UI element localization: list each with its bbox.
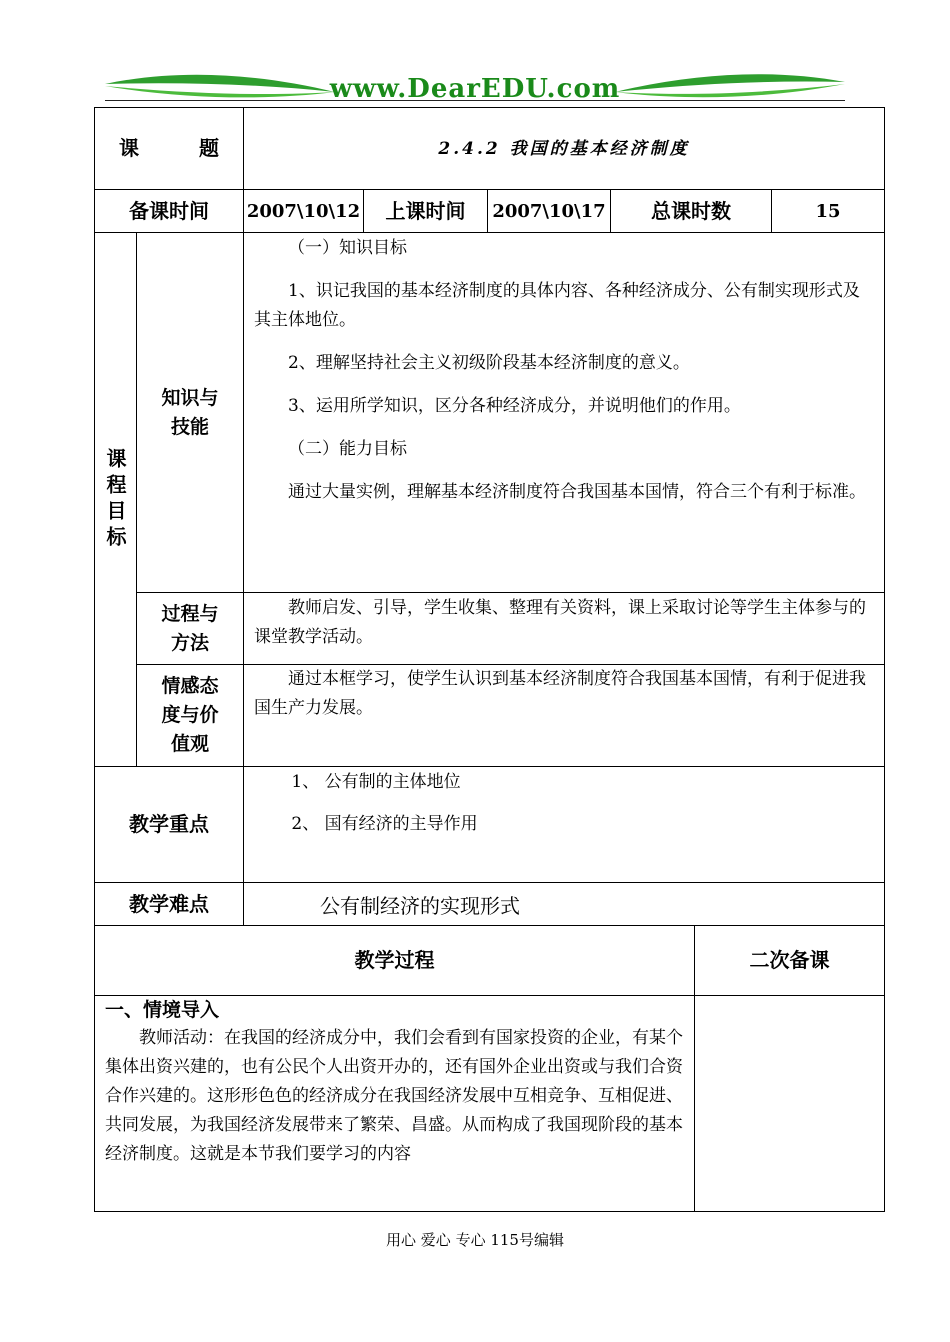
process-content xyxy=(244,593,885,665)
knowledge-line: 通过大量实例，理解基本经济制度符合我国基本国情，符合三个有利于标准。 xyxy=(288,482,866,502)
objectives-emotion-row xyxy=(95,665,885,767)
key-points-content xyxy=(244,767,885,883)
process-label: 过程与方法 xyxy=(137,593,244,665)
footer-text: 用心 爱心 专心 115号编辑 xyxy=(386,1231,564,1249)
process-header: 教学过程 xyxy=(95,926,695,996)
section-text: 教师活动：在我国的经济成分中，我们会看到有国家投资的企业，有某个集体出资兴建的，也有公民个人出资开办的，还有国外企业出资或与我们合资合作兴建的。这形形色色的经济成分在我国经济发展中互相竞争、互相促进、共同发展，为我国经济发展带来了繁荣、昌盛。从而构成了我国现阶段的基本经济制度。这就是本节我们要学习的内容 xyxy=(105,1028,683,1164)
knowledge-content xyxy=(244,233,885,593)
class-time-value: 2007\10\17 xyxy=(488,190,611,233)
topic-label: 课 题 xyxy=(95,108,244,190)
difficulty-content xyxy=(244,883,885,926)
lesson-plan-table xyxy=(94,107,885,1212)
key-points-row xyxy=(95,767,885,883)
header-divider xyxy=(105,100,845,101)
process-text: 教师启发、引导，学生收集、整理有关资料，课上采取讨论等学生主体参与的课堂教学活动。 xyxy=(254,598,866,647)
process-header-row xyxy=(95,926,885,996)
process-body-row xyxy=(95,996,885,1212)
schedule-row xyxy=(95,190,885,233)
site-url: www.DearEDU.com xyxy=(329,74,621,104)
knowledge-line: 3、运用所学知识，区分各种经济成分，并说明他们的作用。 xyxy=(288,396,741,416)
knowledge-label: 知识与技能 xyxy=(137,233,244,593)
knowledge-line: 2、理解坚持社会主义初级阶段基本经济制度的意义。 xyxy=(288,353,690,373)
objectives-process-row xyxy=(95,593,885,665)
knowledge-line: 1、识记我国的基本经济制度的具体内容、各种经济成分、公有制实现形式及其主体地位。 xyxy=(254,281,860,330)
knowledge-line: （一）知识目标 xyxy=(288,238,407,258)
knowledge-line: （二）能力目标 xyxy=(288,439,407,459)
class-time-label: 上课时间 xyxy=(364,190,488,233)
revision-cell xyxy=(695,996,885,1212)
key-point-item: 1、 公有制的主体地位 xyxy=(291,772,461,792)
total-hours-label: 总课时数 xyxy=(611,190,772,233)
header-banner xyxy=(100,70,850,110)
objectives-label: 课程目标 xyxy=(103,447,127,552)
total-hours-value: 15 xyxy=(772,190,885,233)
difficulty-label: 教学难点 xyxy=(95,883,244,926)
key-points-label: 教学重点 xyxy=(95,767,244,883)
difficulty-text: 公有制经济的实现形式 xyxy=(320,893,520,918)
objectives-label-cell xyxy=(95,233,137,767)
topic-title: 2.4.2 我国的基本经济制度 xyxy=(244,108,885,190)
emotion-content xyxy=(244,665,885,767)
section-title: 一、情境导入 xyxy=(105,999,220,1021)
revision-header: 二次备课 xyxy=(695,926,885,996)
difficulty-row xyxy=(95,883,885,926)
emotion-text: 通过本框学习，使学生认识到基本经济制度符合我国基本国情，有利于促进我国生产力发展。 xyxy=(254,669,866,718)
objectives-knowledge-row xyxy=(95,233,885,593)
topic-row xyxy=(95,108,885,190)
emotion-label: 情感态度与价值观 xyxy=(137,665,244,767)
prep-time-value: 2007\10\12 xyxy=(244,190,364,233)
key-point-item: 2、 国有经济的主导作用 xyxy=(291,814,478,834)
prep-time-label: 备课时间 xyxy=(95,190,244,233)
process-body xyxy=(95,996,695,1212)
